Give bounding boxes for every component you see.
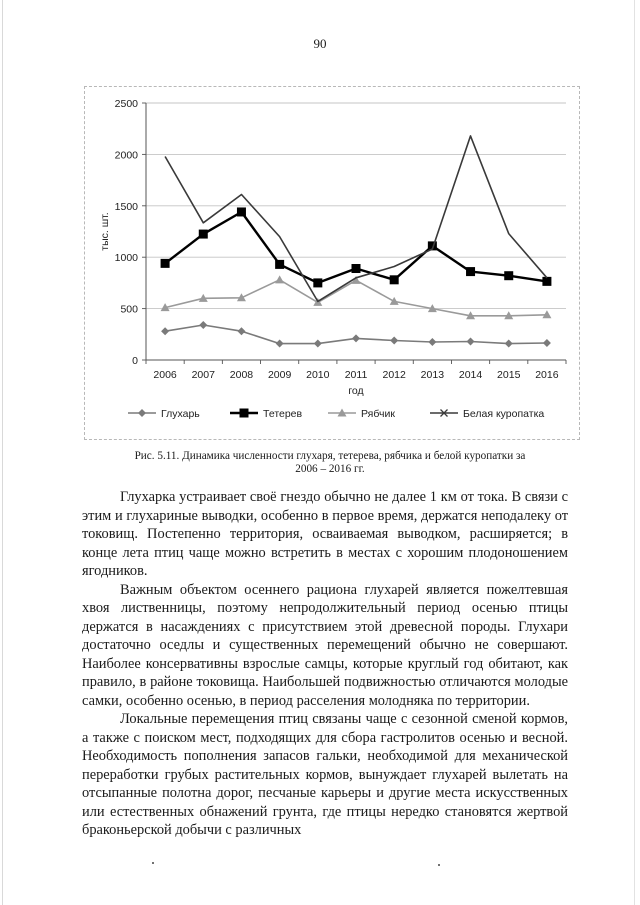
data-point [352,264,361,273]
paragraph-2: Важным объектом осеннего рациона глухарей является пожелтевшая хвоя лиственницы, поэтому непродолжительный период осенью птицы держатся в насаждениях с присутствием этой древесной породы. Глухари достаточно оседлы и существенных перемещений обычно не совершают. Наиболее консервативны взрослые самцы, которые круглый год обитают, как правило, в районе токовища. Наибольшей подвижностью отличаются молодые самки, особенно осенью, в период расселения молодняка по территории. [82,581,568,709]
x-tick-label: 2016 [535,369,559,381]
data-point [543,339,551,347]
x-tick-label: 2015 [497,369,521,381]
series-line-3 [165,280,547,316]
x-tick-label: 2011 [344,369,368,381]
page-number: 90 [313,36,327,51]
data-point [275,260,284,269]
data-point [352,334,360,342]
data-point [237,327,245,335]
legend-label-3: Рябчик [361,408,395,420]
data-point [428,338,436,346]
x-tick-label: 2013 [420,369,445,381]
x-axis-title: год [348,385,364,397]
x-tick-label: 2008 [229,369,254,381]
data-point [161,259,170,268]
y-tick-label: 2500 [114,98,138,110]
data-point [390,297,399,305]
figure-caption-line-1: Рис. 5.11. Динамика численности глухаря, тетерева, рябчика и белой куропатки за [134,450,526,462]
legend-label-2: Тетерев [263,408,303,420]
data-point [276,340,284,348]
y-tick-label: 0 [132,355,138,367]
legend-marker-2 [240,409,249,418]
data-point [390,336,398,344]
y-tick-label: 2000 [114,149,138,162]
data-point [466,267,475,276]
data-point [199,321,207,329]
figure-caption [100,450,560,476]
data-point [542,277,551,286]
paragraph-1: Глухарка устраивает своё гнездо обычно не далее 1 км от тока. В связи с этим и глухариные выводки, особенно в первое время, держатся неподалеку от токовищ. Постепенно территория, осваиваемая выводком, расширяется; в конце лета птиц чаще можно встретить в местах с хорошим плодоношением ягодников. [82,489,568,579]
y-tick-label: 1000 [114,252,138,265]
scan-edge-left [2,0,3,905]
figure-caption-line-2: 2006 – 2016 гг. [295,463,365,475]
data-point [161,327,169,335]
x-tick-label: 2014 [458,369,483,381]
x-tick-label: 2007 [191,369,215,381]
data-point [505,340,513,348]
data-point [467,337,475,345]
y-tick-label: 1500 [114,200,138,213]
data-point [504,271,513,280]
scan-edge-right [634,0,635,905]
data-point [199,230,208,239]
paragraph-3: Локальные перемещения птиц связаны чаще с сезонной сменой кормов, а также с поиском мест, подходящих для сбора гастролитов осенью и весной. Необходимость пополнения запасов гальки, необходимой для механической переработки грубых растительных кормов, вынуждает глухарей вылетать на отсыпанные полотна дорог, песчаные карьеры и другие места искусственных или естественных обнажений грунта, где птицы нередко становятся жертвой браконьерской добычи с различных [82,711,568,838]
x-tick-label: 2010 [306,369,330,381]
body-text [82,488,568,840]
data-point [314,340,322,348]
data-point [237,207,246,216]
legend-marker-1 [138,409,146,417]
data-point [390,275,399,284]
x-tick-label: 2012 [382,369,406,381]
x-tick-label: 2009 [267,369,292,381]
scan-speck [438,864,440,866]
x-tick-label: 2006 [153,369,177,381]
legend-label-1: Глухарь [161,408,200,420]
scan-speck [152,862,154,864]
y-axis-title: тыс. шт. [99,212,111,251]
y-tick-label: 500 [120,303,138,316]
legend-label-4: Белая куропатка [463,408,545,420]
data-point [313,278,322,287]
population-line-chart [84,86,578,438]
data-point [275,275,284,283]
